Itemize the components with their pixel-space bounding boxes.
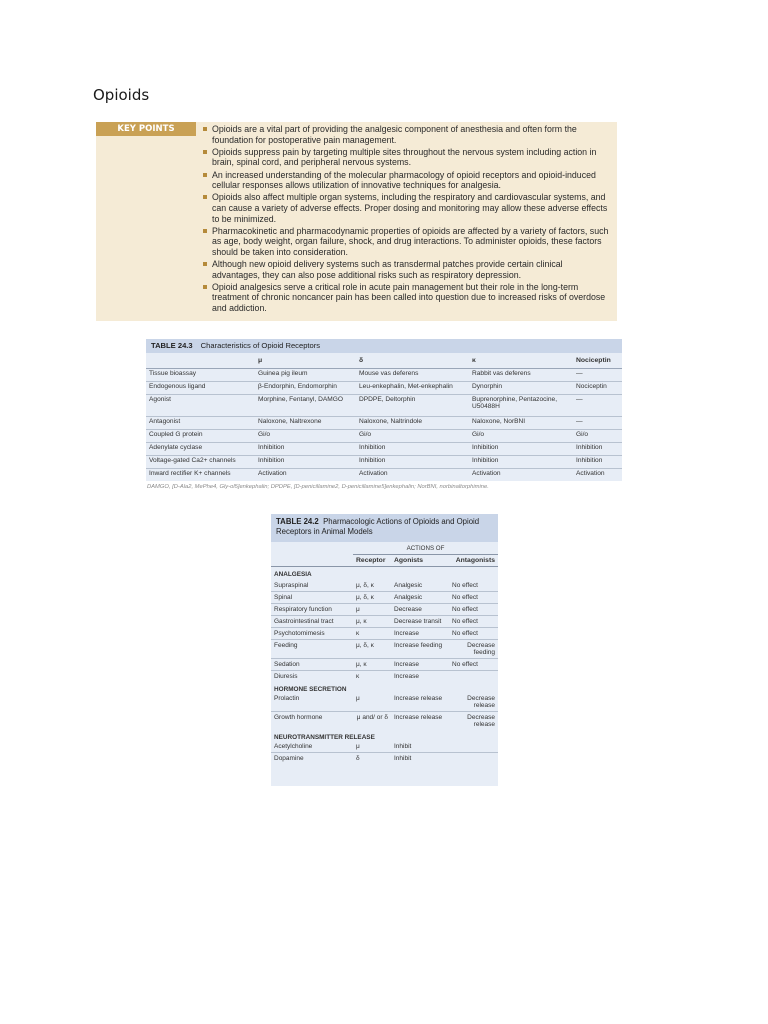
table-header-cell: Agonists	[391, 555, 449, 567]
table-cell: Dopamine	[274, 755, 304, 762]
table-header-cell: Receptor	[353, 555, 391, 567]
key-point-item: Opioid analgesics serve a critical role in acute pain management but their role in the long-term treatment of chronic noncancer pain has been called into question due to increased risks of overdose and addiction.	[202, 282, 612, 314]
key-point-item: Opioids suppress pain by targeting multiple sites throughout the nervous system including action in brain, spinal cord, and peripheral nervous systems.	[202, 147, 612, 168]
table-section-row	[271, 567, 498, 581]
table-cell: Increase feeding	[391, 640, 449, 659]
table-cell: Feeding	[271, 640, 353, 659]
table-cell: Acetylcholine	[271, 741, 353, 753]
table-cell: Leu-enkephalin, Met-enkephalin	[356, 382, 469, 395]
table-cell: —	[573, 417, 622, 430]
table-cell: No effect	[449, 580, 498, 592]
table-header-cell	[271, 555, 353, 567]
table-cell: Antagonist	[146, 417, 255, 430]
table-cell: Activation	[576, 470, 605, 477]
table-row	[146, 417, 622, 430]
table-group-header: ACTIONS OF	[353, 542, 498, 555]
key-points-list	[202, 124, 612, 315]
table-cell: μ, κ	[353, 616, 391, 628]
table-cell: Analgesic	[391, 592, 449, 604]
table-row	[271, 753, 498, 765]
table-cell: Inhibition	[469, 456, 573, 469]
table-cell: Increase	[391, 659, 449, 671]
table-row	[271, 693, 498, 712]
table-cell: Activation	[472, 470, 501, 477]
table-cell: Tissue bioassay	[146, 369, 255, 382]
table-row	[271, 659, 498, 671]
key-point-item: Pharmacokinetic and pharmacodynamic properties of opioids are affected by a variety of factors, such as age, body weight, organ failure, shock, and drug interactions. To administer opioids, these factors should be taken into consideration.	[202, 226, 612, 258]
table-cell: DPDPE, Deltorphin	[356, 395, 469, 417]
table-cell: Increase	[394, 673, 419, 680]
table-cell: Inhibit	[391, 741, 449, 753]
table-group-header-row	[271, 542, 498, 555]
table-header-cell: μ	[255, 353, 356, 369]
table-cell: Guinea pig ileum	[255, 369, 356, 382]
table-cell: μ	[353, 693, 391, 712]
table-row	[271, 628, 498, 640]
table-cell: Decrease	[391, 604, 449, 616]
table-cell: Decrease release	[449, 693, 498, 712]
table-cell: Inhibition	[573, 456, 622, 469]
table-cell: Increase release	[391, 693, 449, 712]
table-24-3-grid	[146, 353, 622, 481]
table-cell: κ	[353, 628, 391, 640]
table-cell: Diuresis	[274, 673, 298, 680]
table-cell: Inhibition	[573, 443, 622, 456]
table-cell: Naloxone, NorBNI	[469, 417, 573, 430]
table-24-3-title: Characteristics of Opioid Receptors	[200, 341, 321, 350]
table-24-2	[271, 514, 498, 786]
table-cell: Endogenous ligand	[146, 382, 255, 395]
table-24-3	[146, 339, 622, 490]
table-cell: Inhibition	[469, 443, 573, 456]
table-header-row	[146, 353, 622, 369]
table-row	[146, 443, 622, 456]
table-section-heading: ANALGESIA	[274, 571, 312, 578]
table-section-heading: NEUROTRANSMITTER RELEASE	[274, 734, 375, 741]
table-cell: Decrease transit	[391, 616, 449, 628]
table-cell: Morphine, Fentanyl, DAMGO	[255, 395, 356, 417]
table-cell: κ	[356, 673, 360, 680]
key-point-item: Opioids also affect multiple organ systems, including the respiratory and cardiovascular systems, and can cause a variety of adverse effects. Proper dosing and monitoring may allow these adverse effects to be minimized.	[202, 192, 612, 224]
table-24-2-grid	[271, 542, 498, 764]
table-header-row	[271, 555, 498, 567]
table-24-2-number: TABLE 24.2	[276, 517, 319, 526]
table-cell: Gastrointestinal tract	[271, 616, 353, 628]
table-cell: No effect	[449, 604, 498, 616]
key-point-item: An increased understanding of the molecular pharmacology of opioid receptors and opioid-induced cellular responses allows utilization of innovative techniques for analgesia.	[202, 170, 612, 191]
table-cell: Inhibition	[255, 443, 356, 456]
table-row	[271, 671, 498, 683]
table-cell: μ	[353, 604, 391, 616]
key-point-item: Opioids are a vital part of providing the analgesic component of anesthesia and often form the foundation for postoperative pain management.	[202, 124, 612, 145]
table-cell: Voltage-gated Ca2+ channels	[146, 456, 255, 469]
table-cell: μ, δ, κ	[353, 640, 391, 659]
table-cell: Adenylate cyclase	[146, 443, 255, 456]
table-cell: Increase release	[394, 714, 443, 721]
table-cell: Prolactin	[271, 693, 353, 712]
table-cell: Activation	[258, 470, 287, 477]
table-cell: Decrease release	[467, 714, 495, 728]
table-cell: μ, δ, κ	[353, 592, 391, 604]
key-points-heading: KEY POINTS	[96, 122, 196, 136]
table-cell: Mouse vas deferens	[356, 369, 469, 382]
table-cell: No effect	[449, 592, 498, 604]
table-cell: Dynorphin	[469, 382, 573, 395]
table-cell: Inhibition	[356, 443, 469, 456]
table-24-2-caption	[271, 514, 498, 542]
table-cell: Increase	[391, 628, 449, 640]
table-cell: Nociceptin	[573, 382, 622, 395]
table-cell: Buprenorphine, Pentazocine, U50488H	[469, 395, 573, 417]
table-cell	[449, 753, 498, 765]
table-cell: Inhibit	[394, 755, 412, 762]
table-row	[271, 592, 498, 604]
table-row	[271, 580, 498, 592]
table-row	[146, 382, 622, 395]
table-header-cell: Antagonists	[449, 555, 498, 567]
table-header-cell: δ	[356, 353, 469, 369]
table-cell: Inhibition	[356, 456, 469, 469]
table-cell: β-Endorphin, Endomorphin	[255, 382, 356, 395]
table-24-3-caption	[146, 339, 622, 353]
table-24-2-title: Pharmacologic Actions of Opioids and Opioid Receptors in Animal Models	[276, 517, 480, 536]
table-cell: —	[573, 395, 622, 417]
table-cell: μ	[353, 741, 391, 753]
table-header-cell	[146, 353, 255, 369]
table-24-3-number: TABLE 24.3	[151, 341, 193, 350]
table-row	[146, 395, 622, 417]
table-cell: Naloxone, Naltrindole	[356, 417, 469, 430]
table-cell: δ	[356, 755, 360, 762]
table-row	[271, 640, 498, 659]
table-cell: Naloxone, Naltrexone	[255, 417, 356, 430]
table-cell	[449, 671, 498, 683]
table-cell: Agonist	[146, 395, 255, 417]
table-cell: Rabbit vas deferens	[469, 369, 573, 382]
page-title: Opioids	[93, 86, 150, 104]
table-section-row	[271, 730, 498, 741]
table-cell: Growth hormone	[274, 714, 323, 721]
table-header-cell: κ	[469, 353, 573, 369]
table-cell: Gi/o	[573, 430, 622, 443]
table-cell	[449, 741, 498, 753]
table-cell: Inward rectifier K+ channels	[149, 470, 231, 477]
key-point-item: Although new opioid delivery systems such as transdermal patches provide certain clinical advantages, they can also pose additional risks such as respiratory depression.	[202, 259, 612, 280]
table-row	[146, 369, 622, 382]
table-cell: Activation	[359, 470, 388, 477]
table-cell: Coupled G protein	[146, 430, 255, 443]
table-cell: Respiratory function	[271, 604, 353, 616]
table-row	[146, 456, 622, 469]
table-cell: μ, κ	[353, 659, 391, 671]
table-cell: Decrease feeding	[449, 640, 498, 659]
table-row	[271, 604, 498, 616]
table-cell: Psychotomimesis	[271, 628, 353, 640]
table-cell: μ, δ, κ	[353, 580, 391, 592]
table-header-cell: Nociceptin	[573, 353, 622, 369]
table-cell: Supraspinal	[271, 580, 353, 592]
table-cell: No effect	[449, 659, 498, 671]
table-row	[146, 430, 622, 443]
table-cell: Sedation	[271, 659, 353, 671]
table-cell: Gi/o	[356, 430, 469, 443]
table-row	[271, 741, 498, 753]
table-cell: Gi/o	[469, 430, 573, 443]
table-cell: Inhibition	[255, 456, 356, 469]
table-row	[271, 712, 498, 731]
key-points-box	[96, 122, 617, 321]
table-cell: μ and/ or δ	[356, 714, 388, 721]
table-row	[271, 616, 498, 628]
table-section-row	[271, 682, 498, 693]
table-cell: No effect	[449, 616, 498, 628]
table-row	[146, 469, 622, 482]
table-cell: —	[573, 369, 622, 382]
table-cell: Gi/o	[255, 430, 356, 443]
table-cell: Analgesic	[391, 580, 449, 592]
table-cell: No effect	[449, 628, 498, 640]
table-24-3-footnote: DAMGO, [D-Ala2, MePhe4, Gly-ol5]enkephalin; DPDPE, [D-penicillamine2, D-penicillamine5]enkephalin; NorBNI, norbinaltorphimine.	[147, 484, 489, 490]
table-section-heading: HORMONE SECRETION	[274, 686, 347, 693]
table-cell: Spinal	[271, 592, 353, 604]
